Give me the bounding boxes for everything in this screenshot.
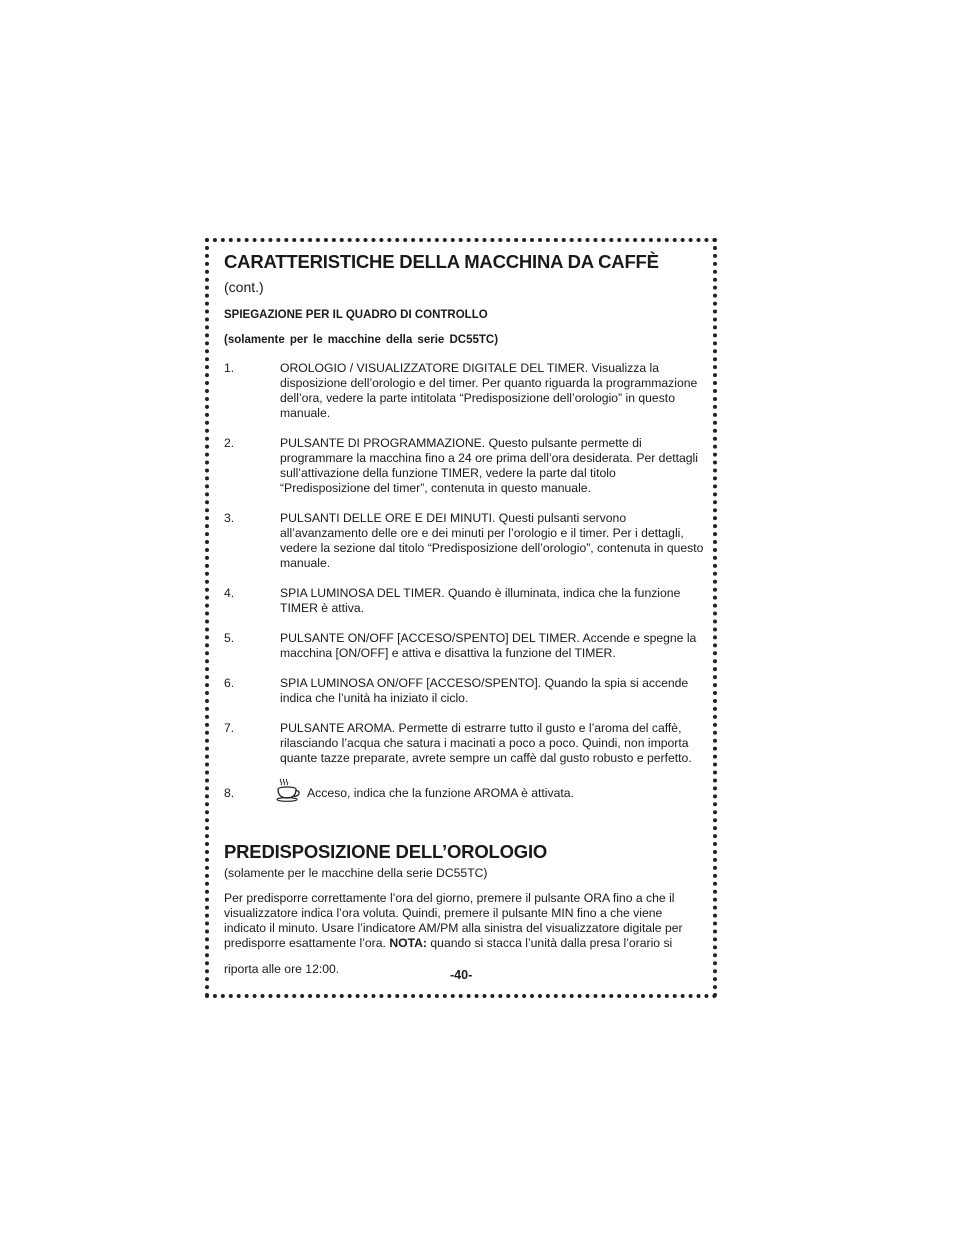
list-item (224, 721, 704, 766)
item-text: PULSANTE DI PROGRAMMAZIONE. Questo pulsante permette di programmare la macchina fino a 24 ore prima dell’ora desiderata. Per dettagli sull’attivazione della funzione TIMER, vedere la parte dal titolo “Predisposizione del timer”, contenuta in questo manuale. (280, 436, 698, 495)
item-number: 6. (224, 676, 235, 690)
item-number: 8. (224, 786, 235, 800)
item-text: SPIA LUMINOSA ON/OFF [ACCESO/SPENTO]. Quando la spia si accende indica che l’unità ha iniziato il ciclo. (280, 676, 689, 705)
list-item (224, 436, 704, 496)
clock-instructions-end: riporta alle ore 12:00. (224, 962, 340, 976)
nota-text: quando si stacca l’unità dalla presa l’orario si (430, 936, 673, 950)
item-text: OROLOGIO / VISUALIZZATORE DIGITALE DEL TIMER. Visualizza la disposizione dell’orologio e del timer. Per quanto riguarda la programmazione dell’ora, vedere la parte intitolata “Predisposizione dell’orologio” in questo manuale. (280, 361, 698, 420)
clock-instructions (224, 891, 704, 951)
nota-label: NOTA: (389, 936, 427, 950)
section-title: CARATTERISTICHE DELLA MACCHINA DA CAFFÈ (224, 251, 659, 272)
list-item (224, 676, 704, 706)
item-text: Acceso, indica che la funzione AROMA è attivata. (307, 786, 574, 800)
list-item (224, 586, 704, 616)
control-panel-subtitle: SPIEGAZIONE PER IL QUADRO DI CONTROLLO (224, 309, 488, 321)
page-content (224, 250, 704, 977)
item-text: PULSANTE ON/OFF [ACCESO/SPENTO] DEL TIMER. Accende e spegne la macchina [ON/OFF] e attiva e disattiva la funzione del TIMER. (280, 631, 697, 660)
item-text: PULSANTI DELLE ORE E DEI MINUTI. Questi pulsanti servono all’avanzamento delle ore e dei minuti per l’orologio e il timer. Per i dettagli, vedere la sezione dal titolo “Predisposizione dell’orologio”, contenuta in questo manuale. (280, 511, 704, 570)
coffee-cup-icon (276, 777, 302, 803)
item-number: 4. (224, 586, 235, 600)
instructions-text: Per predisporre correttamente l’ora del giorno, premere il pulsante ORA fino a che il visualizzatore indica l’ora voluta. Quindi, premere il pulsante MIN fino a che viene indicato il minuto. Usare l’indicatore AM/PM alla sinistra del visualizzatore digitale per predisporre esattamente l’ora. (224, 891, 683, 950)
page-number: -40- (450, 968, 473, 982)
feature-list (224, 361, 704, 807)
item-number: 1. (224, 361, 235, 375)
list-item (224, 361, 704, 421)
list-item (224, 631, 704, 661)
item-text: PULSANTE AROMA. Permette di estrarre tutto il gusto e l’aroma del caffè, rilasciando l’acqua che satura i macinati a poco a poco. Quindi, non importa quante tazze preparate, avrete sempre un caffè dal gusto robusto e perfetto. (280, 721, 692, 765)
model-note: (solamente per le macchine della serie DC55TC) (224, 334, 499, 346)
list-item-aroma-indicator (224, 781, 704, 807)
item-number: 5. (224, 631, 235, 645)
item-number: 3. (224, 511, 235, 525)
item-number: 7. (224, 721, 235, 735)
continued-label: (cont.) (224, 279, 264, 295)
list-item (224, 511, 704, 571)
item-text: SPIA LUMINOSA DEL TIMER. Quando è illuminata, indica che la funzione TIMER è attiva. (280, 586, 681, 615)
clock-setup-title: PREDISPOSIZIONE DELL’OROLOGIO (224, 841, 548, 862)
clock-model-note: (solamente per le macchine della serie DC55TC) (224, 866, 488, 880)
item-number: 2. (224, 436, 235, 450)
